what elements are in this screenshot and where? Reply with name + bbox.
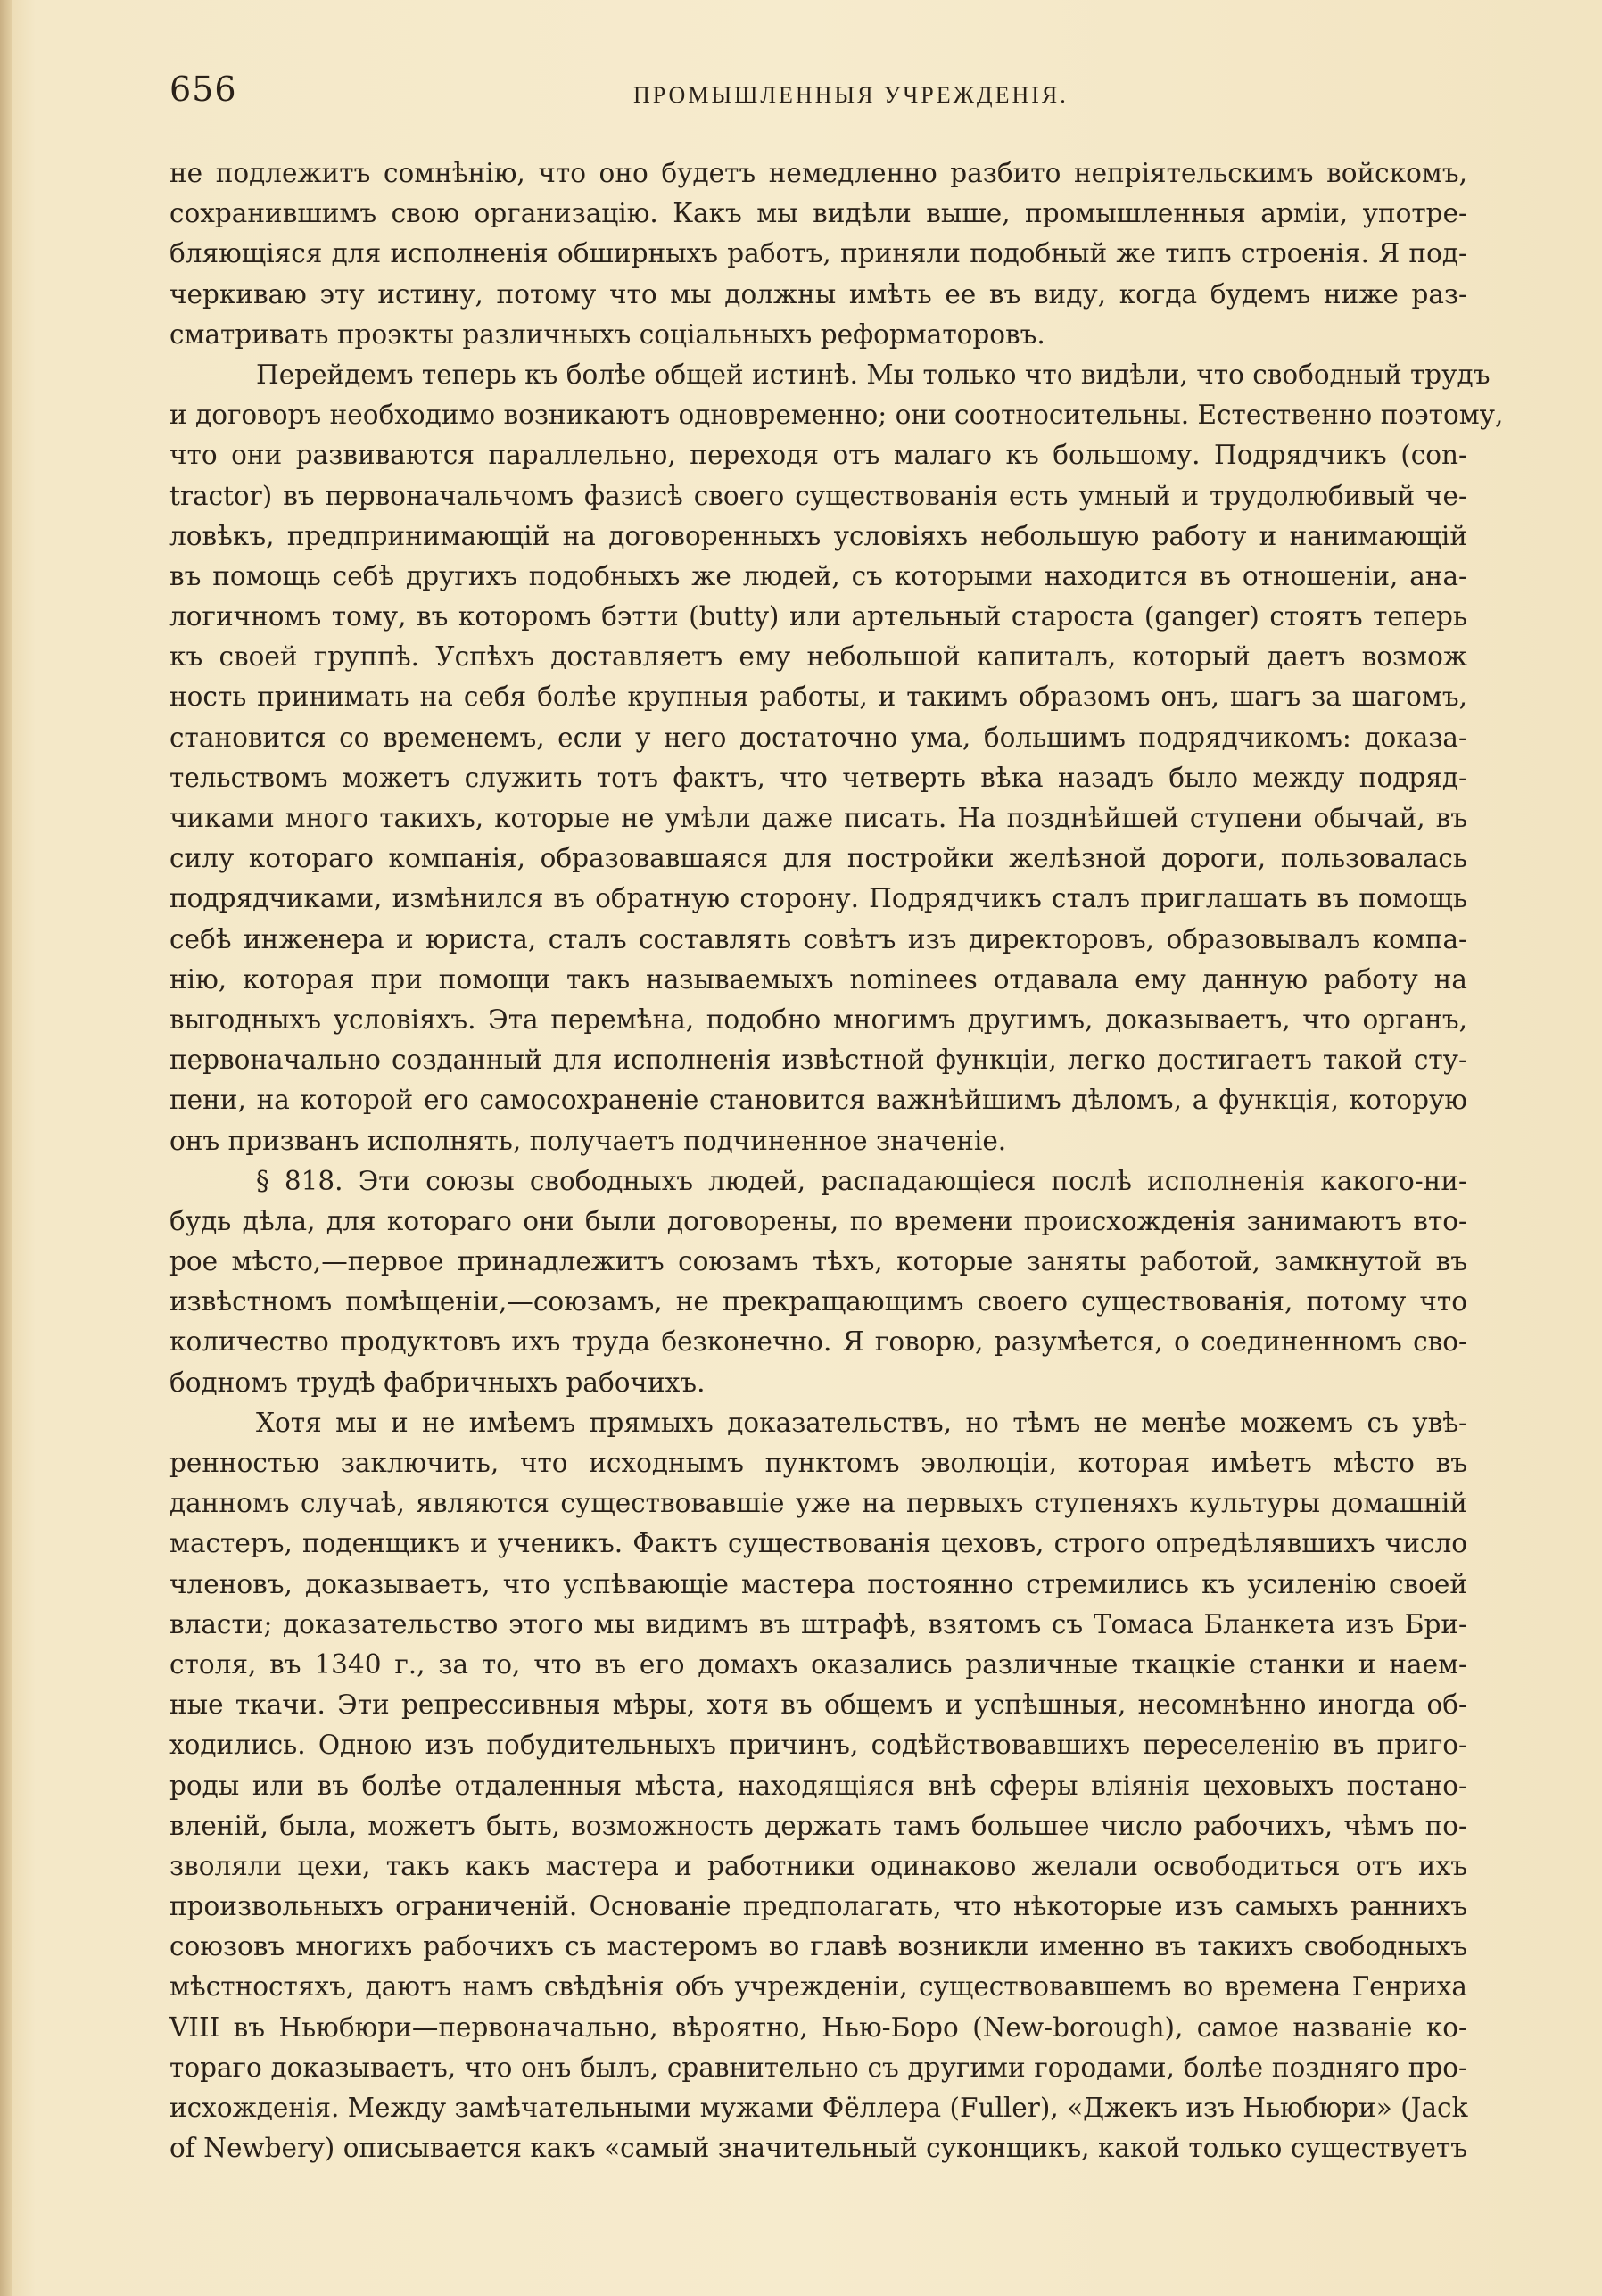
page-header	[169, 70, 1463, 123]
text-line: ность принимать на себя болѣе крупныя работы, и такимъ образомъ онъ, шагъ за шагомъ,	[169, 681, 1467, 713]
text-line: произвольныхъ ограниченій. Основаніе предполагать, что нѣкоторые изъ самыхъ раннихъ	[169, 1891, 1467, 1922]
text-line: зволяли цехи, такъ какъ мастера и работники одинаково желали освободиться отъ ихъ	[169, 1850, 1467, 1881]
text-line: сохранившимъ свою организацію. Какъ мы видѣли выше, промышленныя арміи, употре-	[169, 198, 1467, 229]
text-line: Перейдемъ теперь къ болѣе общей истинѣ. Мы только что видѣли, что свободный трудъ	[256, 359, 1491, 390]
text-line: бодномъ трудѣ фабричныхъ рабочихъ.	[169, 1367, 706, 1398]
text-line: мѣстностяхъ, даютъ намъ свѣдѣнія объ учрежденіи, существовавшемъ во времена Генриха	[169, 1971, 1467, 2003]
text-line: становится со временемъ, если у него достаточно ума, большимъ подрядчикомъ: доказа-	[169, 722, 1467, 753]
text-line: власти; доказательство этого мы видимъ въ штрафѣ, взятомъ съ Томаса Бланкета изъ Бри-	[169, 1608, 1467, 1639]
text-line: союзовъ многихъ рабочихъ съ мастеромъ во главѣ возникли именно въ такихъ свободныхъ	[169, 1931, 1467, 1962]
text-line: силу котораго компанія, образовавшаяся для постройки желѣзной дороги, пользовалась	[169, 843, 1467, 874]
text-line: количество продуктовъ ихъ труда безконечно. Я говорю, разумѣется, о соединенномъ сво-	[169, 1326, 1467, 1358]
text-line: рое мѣсто,—первое принадлежитъ союзамъ тѣхъ, которые заняты работой, замкнутой въ	[169, 1246, 1467, 1277]
text-line: ловѣкъ, предпринимающій на договоренныхъ условіяхъ небольшую работу и нанимающій	[169, 520, 1467, 551]
text-line: роды или въ болѣе отдаленныя мѣста, находящіяся внѣ сферы вліянія цеховыхъ постано-	[169, 1770, 1467, 1801]
text-line: тораго доказываетъ, что онъ былъ, сравнительно съ другими городами, болѣе поздняго про-	[169, 2052, 1467, 2083]
text-line: тельствомъ можетъ служить тотъ фактъ, что четверть вѣка назадъ было между подряд-	[169, 762, 1467, 793]
text-line: пени, на которой его самосохраненіе становится важнѣйшимъ дѣломъ, а функція, которую	[169, 1085, 1467, 1116]
text-line: онъ призванъ исполнять, получаетъ подчиненное значеніе.	[169, 1125, 1007, 1156]
text-line: въ помощь себѣ другихъ подобныхъ же людей, съ которыми находится въ отношеніи, ана-	[169, 560, 1467, 591]
text-line: черкиваю эту истину, потому что мы должны имѣть ее въ виду, когда будемъ ниже раз-	[169, 278, 1467, 310]
page-number: 656	[169, 70, 237, 109]
text-line: Хотя мы и не имѣемъ прямыхъ доказательствъ, но тѣмъ не менѣе можемъ съ увѣ-	[256, 1407, 1467, 1438]
text-line: § 818. Эти союзы свободныхъ людей, распадающіеся послѣ исполненія какого-ни-	[256, 1165, 1467, 1196]
text-line: столя, въ 1340 г., за то, что въ его домахъ оказались различные ткацкіе станки и наем-	[169, 1648, 1467, 1680]
text-line: будь дѣла, для котораго они были договорены, по времени происхожденія занимаютъ вто-	[169, 1205, 1467, 1236]
text-line: сматривать проэкты различныхъ соціальныхъ реформаторовъ.	[169, 318, 1045, 350]
text-line: чиками много такихъ, которые не умѣли даже писать. На позднѣйшей ступени обычай, въ	[169, 803, 1467, 833]
text-line: подрядчиками, измѣнился въ обратную сторону. Подрядчикъ сталъ приглашать въ помощь	[169, 883, 1467, 914]
text-line: ренностью заключить, что исходнымъ пунктомъ эволюціи, которая имѣетъ мѣсто въ	[169, 1448, 1467, 1478]
text-line: логичномъ тому, въ которомъ бэтти (butty) или артельный староста (ganger) стоятъ теперь	[169, 601, 1467, 632]
running-head: ПРОМЫШЛЕННЫЯ УЧРЕЖДЕНІЯ.	[633, 82, 1069, 108]
text-line: къ своей группѣ. Успѣхъ доставляетъ ему небольшой капиталъ, который даетъ возмож	[169, 641, 1467, 673]
text-line: выгодныхъ условіяхъ. Эта перемѣна, подобно многимъ другимъ, доказываетъ, что органъ,	[169, 1003, 1467, 1035]
text-line: и договоръ необходимо возникаютъ одновременно; они соотносительны. Естественно поэтому,	[169, 400, 1504, 431]
text-line: членовъ, доказываетъ, что успѣвающіе мастера постоянно стремились къ усиленію своей	[169, 1568, 1467, 1599]
text-line: ходились. Одною изъ побудительныхъ причинъ, содѣйствовавшихъ переселенію въ приго-	[169, 1730, 1467, 1761]
body-text	[169, 153, 1504, 2168]
text-line: VIII въ Ньюбюри—первоначально, вѣроятно, Нью-Боро (New-borough), самое названіе ко-	[169, 2011, 1467, 2043]
text-line: первоначально созданный для исполненія извѣстной функціи, легко достигаетъ такой сту-	[169, 1045, 1467, 1076]
text-line: не подлежитъ сомнѣнію, что оно будетъ немедленно разбито непріятельскимъ войскомъ,	[169, 158, 1467, 188]
text-line: бляющіяся для исполненія обширныхъ работъ, приняли подобный же типъ строенія. Я под-	[169, 238, 1467, 269]
text-line: исхожденія. Между замѣчательными мужами Фёллера (Fuller), «Джекъ изъ Ньюбюри» (Jack	[169, 2093, 1468, 2123]
text-line: вленій, была, можетъ быть, возможность держать тамъ большее число рабочихъ, чѣмъ по-	[169, 1810, 1467, 1841]
text-line: себѣ инженера и юриста, сталъ составлять совѣтъ изъ директоровъ, образовывалъ компа-	[169, 923, 1467, 954]
text-line: что они развиваются параллельно, переходя отъ малаго къ большому. Подрядчикъ (con-	[169, 440, 1467, 471]
text-line: ные ткачи. Эти репрессивныя мѣры, хотя въ общемъ и успѣшныя, несомнѣнно иногда об-	[169, 1689, 1467, 1721]
text-line: нію, которая при помощи такъ называемыхъ nominees отдавала ему данную работу на	[169, 963, 1467, 995]
text-line: данномъ случаѣ, являются существовавшіе уже на первыхъ ступеняхъ культуры домашній	[169, 1488, 1467, 1519]
text-line: tractor) въ первоначальчомъ фазисѣ своего существованія есть умный и трудолюбивый че-	[169, 480, 1467, 511]
text-line: извѣстномъ помѣщеніи,—союзамъ, не прекращающимъ своего существованія, потому что	[169, 1286, 1467, 1317]
text-line: мастеръ, поденщикъ и ученикъ. Фактъ существованія цеховъ, строго опредѣлявшихъ число	[169, 1528, 1467, 1559]
text-line: of Newbery) описывается какъ «самый значительный суконщикъ, какой только существуетъ	[169, 2133, 1467, 2164]
page-binding-edge	[0, 0, 12, 2296]
